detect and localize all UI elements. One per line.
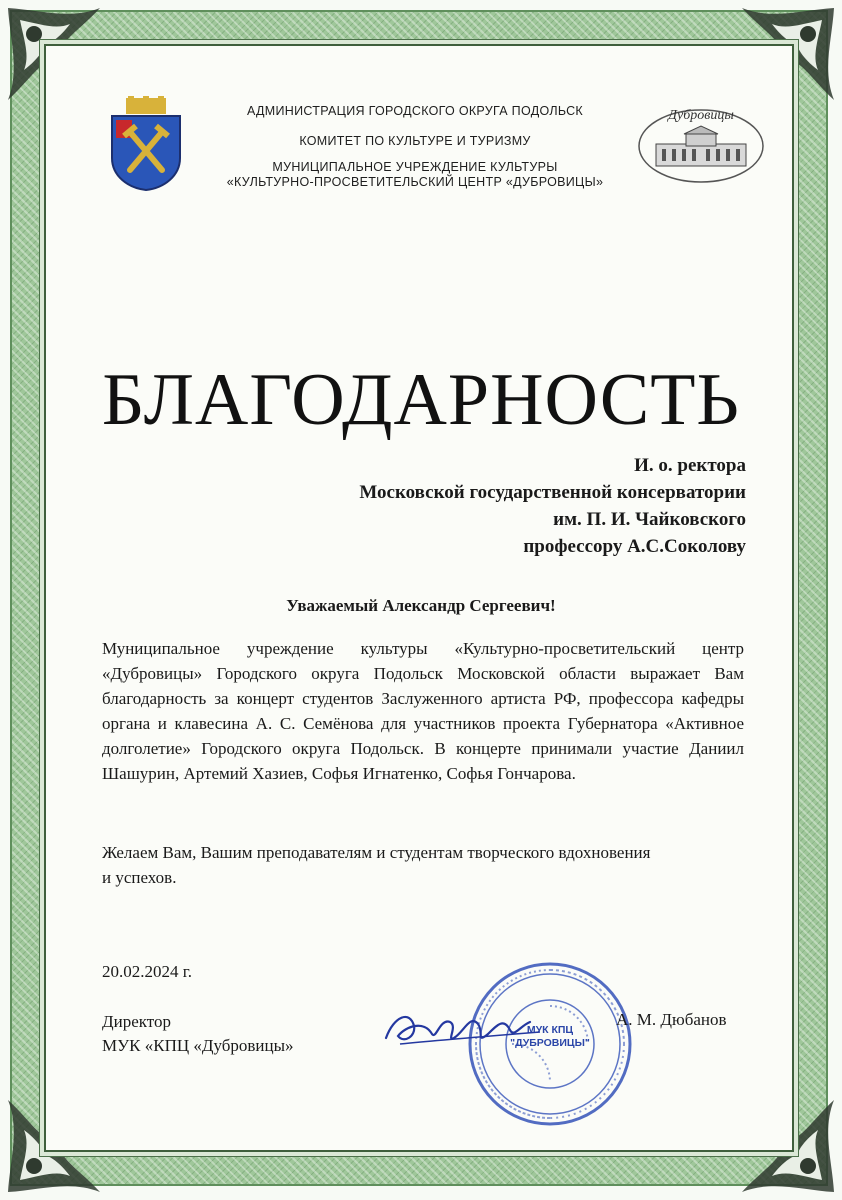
stamp-center-line: МУК КПЦ <box>526 1024 574 1036</box>
handwritten-signature <box>380 996 550 1056</box>
issue-date: 20.02.2024 г. <box>102 962 193 981</box>
issuer-header <box>200 100 630 190</box>
addressee-line: Московской государственной консерватории <box>359 482 746 503</box>
addressee-line: им. П. И. Чайковского <box>553 509 746 530</box>
header-line-institution: МУНИЦИПАЛЬНОЕ УЧРЕЖДЕНИЕ КУЛЬТУРЫ <box>272 160 558 174</box>
director-title: Директор <box>102 1012 171 1031</box>
header-line-committee: КОМИТЕТ ПО КУЛЬТУРЕ И ТУРИЗМУ <box>299 134 531 148</box>
stamp-center-line: "ДУБРОВИЦЫ" <box>510 1037 590 1049</box>
greeting: Уважаемый Александр Сергеевич! <box>286 596 556 615</box>
addressee-line: И. о. ректора <box>634 455 746 476</box>
coat-of-arms-icon <box>106 96 186 192</box>
body-paragraph: Муниципальное учреждение культуры «Культурно-просветительский центр «Дубровицы» Городского округа Подольск Московской области выражает Вам благодарность за концерт студентов Заслуженного артиста РФ, профессора кафедры органа и клавесина А. С. Семёнова для участников проекта Губернатора «Активное долголетие» Городского округа Подольск. В концерте принимали участие Даниил Шашурин, Артемий Хазиев, Софья Игнатенко, Софья Гончарова. <box>102 639 744 783</box>
header-line-center: «КУЛЬТУРНО-ПРОСВЕТИТЕЛЬСКИЙ ЦЕНТР «ДУБРОВИЦЫ» <box>226 175 604 189</box>
director-block <box>102 1010 294 1058</box>
addressee-line: профессору А.С.Соколову <box>523 536 746 557</box>
header-line-administration: АДМИНИСТРАЦИЯ ГОРОДСКОГО ОКРУГА ПОДОЛЬСК <box>246 104 584 118</box>
document-title: БЛАГОДАРНОСТЬ <box>102 359 740 441</box>
addressee-block <box>226 452 746 560</box>
logo-caption: Дубровицы <box>668 108 734 123</box>
wish-paragraph: Желаем Вам, Вашим преподавателям и студентам творческого вдохновения и успехов. <box>102 843 651 887</box>
director-organization: МУК «КПЦ «Дубровицы» <box>102 1036 294 1055</box>
signer-name: А. М. Дюбанов <box>616 1010 727 1029</box>
dubrovitsy-logo <box>636 104 766 184</box>
